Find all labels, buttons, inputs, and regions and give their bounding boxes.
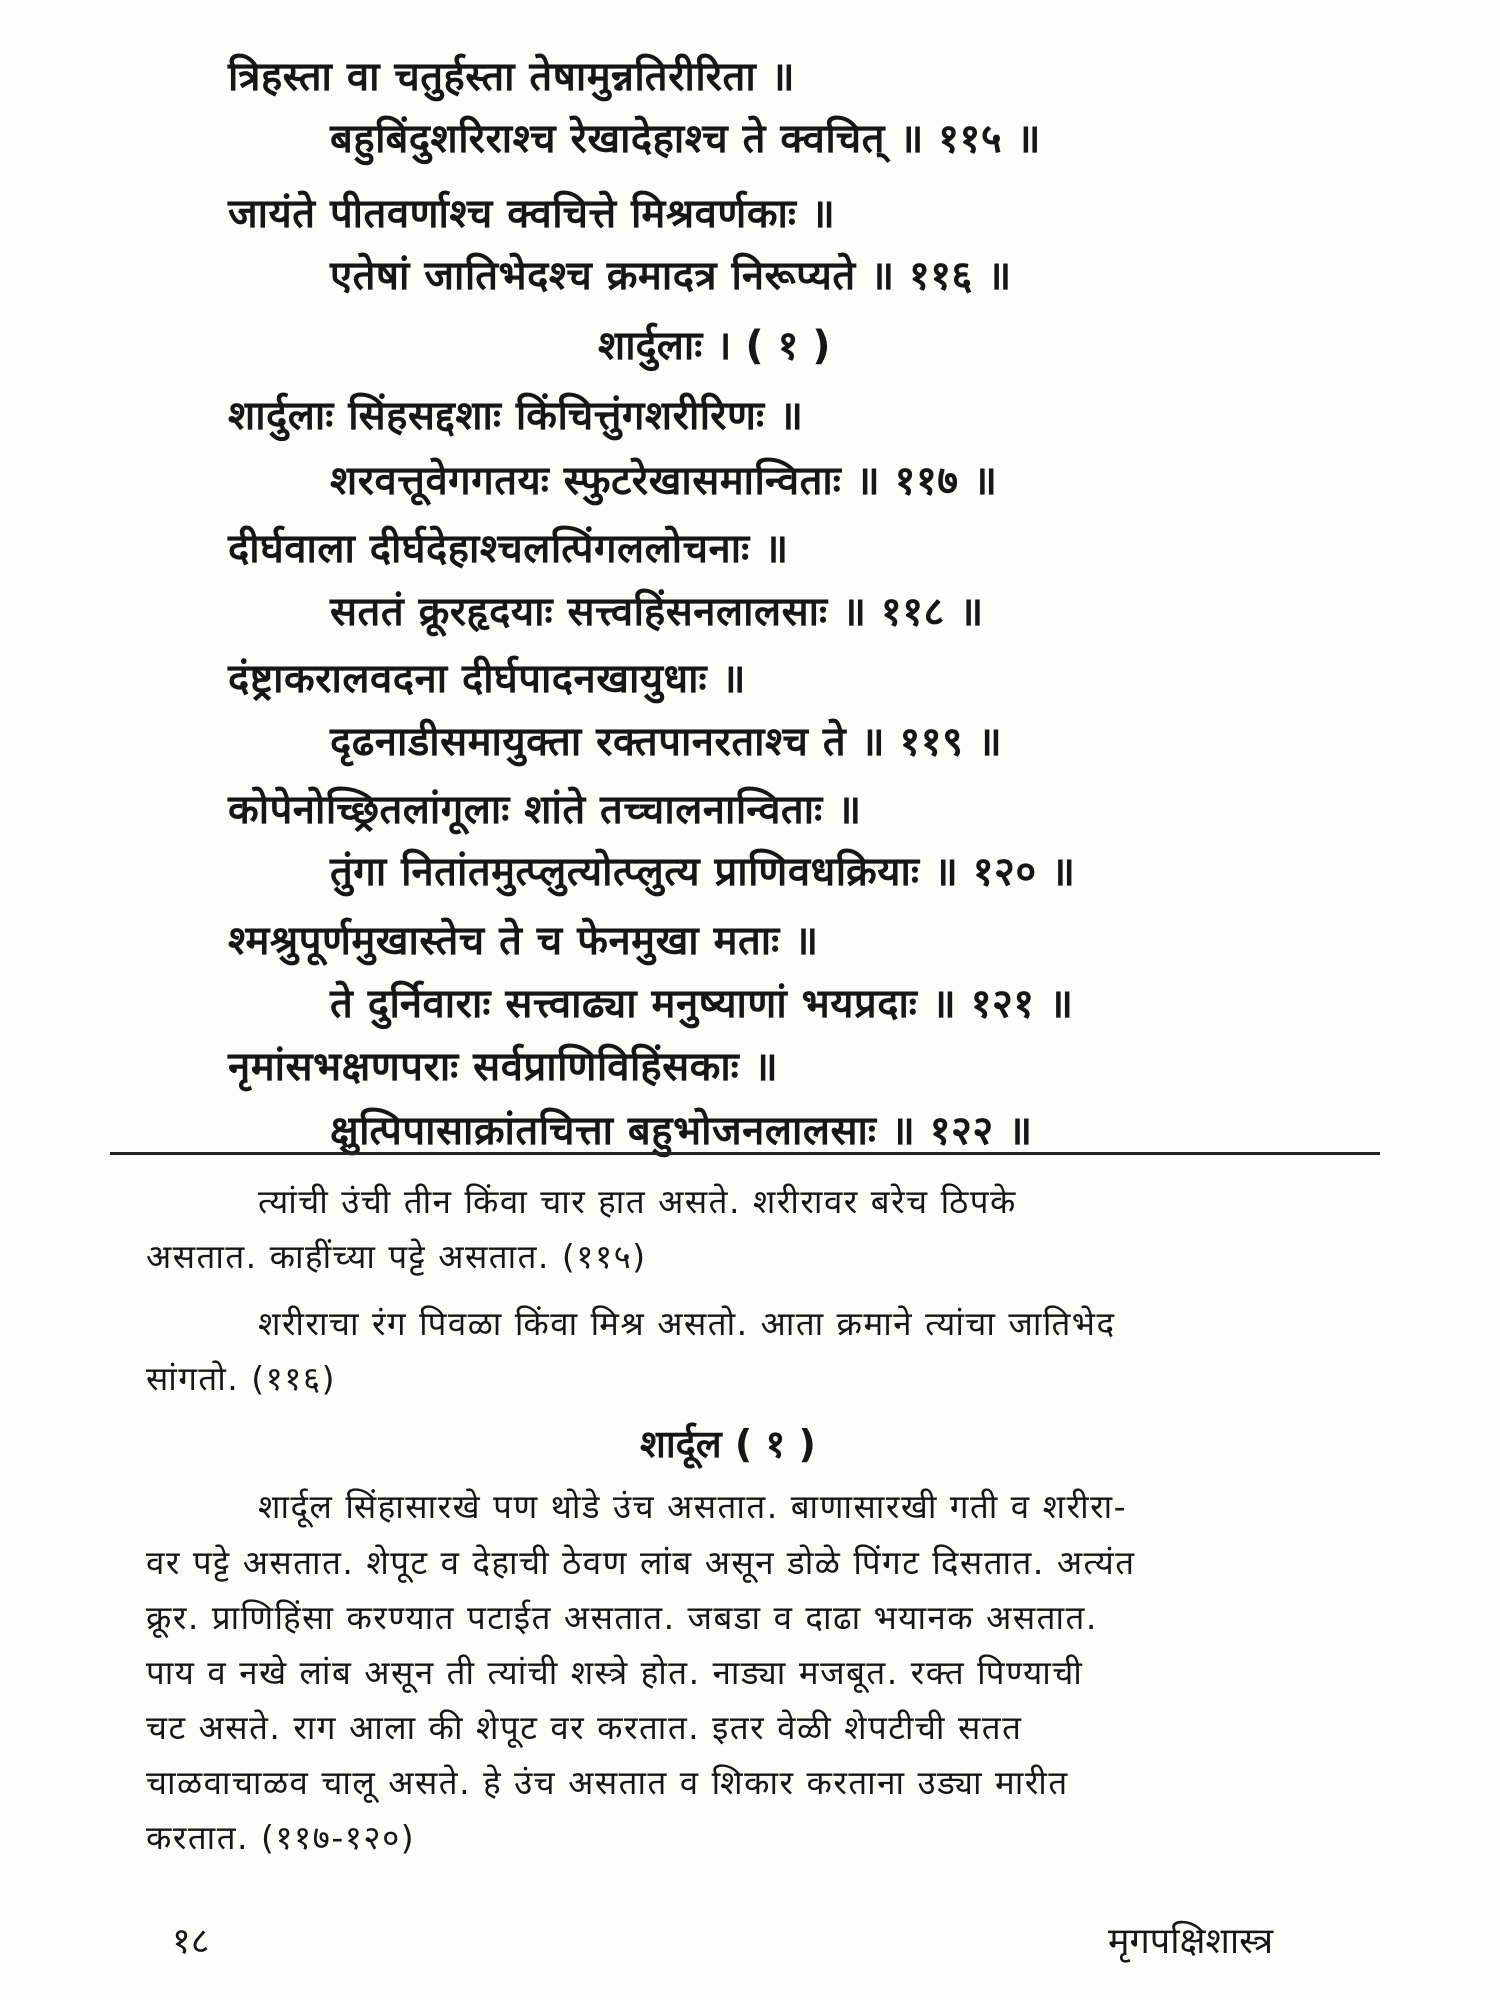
translation-line: पाय व नखे लांब असून ती त्यांची शस्त्रे होत. नाड्या मजबूत. रक्त पिण्याची — [146, 1653, 1084, 1692]
verse-line: नृमांसभक्षणपराः सर्वप्राणिविहिंसकाः ॥ — [228, 1044, 779, 1090]
verse-line: सततं क्रूरहृदयाः सत्त्वहिंसनलालसाः ॥ ११८ ॥ — [330, 589, 984, 635]
verse-line: क्षुत्पिपासाक्रांतचित्ता बहुभोजनलालसाः ॥ १२२ ॥ — [330, 1108, 1033, 1154]
verse-line: दीर्घवाला दीर्घदेहाश्चलत्पिंगललोचनाः ॥ — [228, 526, 789, 572]
verse-section-heading: शार्दुलाः । ( १ ) — [598, 323, 831, 369]
book-title: मृगपक्षिशास्त्र — [1108, 1921, 1274, 1962]
translation-line: चट असते. राग आला की शेपूट वर करतात. इतर वेळी शेपटीची सतत — [146, 1708, 1023, 1747]
verse-line: दंष्ट्राकरालवदना दीर्घपादनखायुधाः ॥ — [228, 656, 746, 702]
translation-line: क्रूर. प्राणिहिंसा करण्यात पटाईत असतात. जबडा व दाढा भयानक असतात. — [146, 1598, 1098, 1637]
verse-line: बहुबिंदुशरिराश्च रेखादेहाश्च ते क्वचित् ॥ ११५ ॥ — [330, 116, 1042, 162]
translation-line: शार्दूल सिंहासारखे पण थोडे उंच असतात. बाणासारखी गती व शरीरा- — [258, 1487, 1128, 1526]
verse-line: शार्दुलाः सिंहसद्दशाः किंचित्तुंगशरीरिणः ॥ — [228, 393, 804, 439]
translation-line: सांगतो. (११६) — [146, 1359, 336, 1398]
verse-line: कोपेनोच्छ्रितलांगूलाः शांते तच्चालनान्विताः ॥ — [228, 787, 862, 833]
verse-line: त्रिहस्ता वा चतुर्हस्ता तेषामुन्नतिरीरिता ॥ — [228, 54, 796, 100]
verse-line: तुंगा नितांतमुत्प्लुत्योत्प्लुत्य प्राणिवधक्रियाः ॥ १२० ॥ — [330, 849, 1076, 895]
verse-line: ते दुर्निवाराः सत्त्वाढ्या मनुष्याणां भयप्रदाः ॥ १२१ ॥ — [330, 981, 1074, 1027]
verse-line: दृढनाडीसमायुक्ता रक्तपानरताश्च ते ॥ ११९ ॥ — [330, 719, 1003, 765]
translation-line: शरीराचा रंग पिवळा किंवा मिश्र असतो. आता क्रमाने त्यांचा जातिभेद — [258, 1304, 1116, 1343]
translation-line: करतात. (११७-१२०) — [146, 1818, 416, 1857]
translation-line: वर पट्टे असतात. शेपूट व देहाची ठेवण लांब असून डोळे पिंगट दिसतात. अत्यंत — [146, 1543, 1136, 1582]
translation-heading: शार्दूल ( १ ) — [640, 1422, 816, 1466]
verse-line: श्मश्रुपूर्णमुखास्तेच ते च फेनमुखा मताः ॥ — [228, 918, 819, 964]
page-number: १८ — [172, 1921, 210, 1962]
translation-line: चाळवाचाळव चालू असते. हे उंच असतात व शिकार करताना उड्या मारीत — [146, 1763, 1069, 1802]
verse-line: शरवत्तूवेगगतयः स्फुटरेखासमान्विताः ॥ ११७ ॥ — [330, 458, 998, 504]
verse-line: जायंते पीतवर्णाश्च क्वचित्ते मिश्रवर्णकाः ॥ — [228, 191, 836, 237]
separator-rule — [110, 1152, 1380, 1155]
verse-line: एतेषां जातिभेदश्च क्रमादत्र निरूप्यते ॥ ११६ ॥ — [330, 253, 1012, 299]
translation-line: असतात. काहींच्या पट्टे असतात. (११५) — [146, 1237, 647, 1276]
translation-line: त्यांची उंची तीन किंवा चार हात असते. शरीरावर बरेच ठिपके — [258, 1182, 1017, 1221]
